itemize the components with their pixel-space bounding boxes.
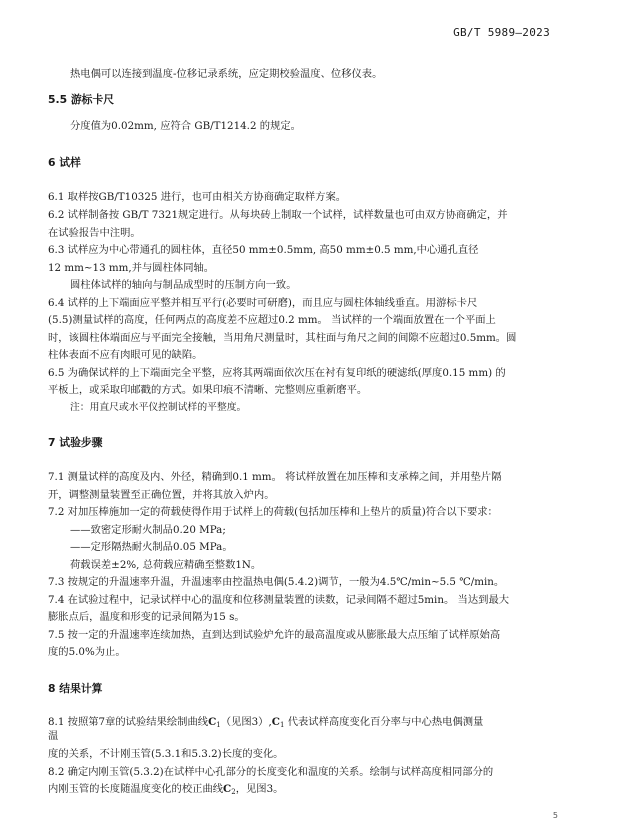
text-run: （见图3）, (220, 716, 272, 728)
text-line: 分度值为0.02mm, 应符合 GB/T1214.2 的规定。 (70, 120, 301, 132)
text-line: 热电偶可以连接到温度-位移记录系统，应定期校验温度、位移仪表。 (70, 68, 383, 80)
curve-symbol: C (208, 716, 217, 728)
text-line: 度的5.0%为止。 (48, 646, 126, 658)
note-line: 注：用直尺或水平仪控制试样的平整度。 (70, 402, 247, 413)
curve-symbol: C (271, 716, 280, 728)
section-heading-7: 7 试验步骤 (48, 436, 103, 449)
curve-subscript: 1 (279, 721, 285, 729)
clause-7-2: 7.2 对加压棒施加一定的荷载使得作用于试样上的荷载(包括加压棒和上垫片的质量)符合以下要求： (48, 506, 498, 518)
clause-7-3: 7.3 按规定的升温速率升温，升温速率由控温热电偶(5.4.2)调节，一般为4.5℃/min~5.5 ℃/min。 (48, 576, 505, 588)
text-run: 内刚玉管的长度随温度变化的校正曲线 (48, 783, 224, 795)
clause-7-4: 7.4 在试验过程中，记录试样中心的温度和位移测量装置的读数，记录间隔不超过5min。 当达到最大 (48, 594, 510, 606)
text-run: 代表试样高度变化百分率与中心热电偶测量 (284, 716, 484, 728)
section-heading-8: 8 结果计算 (48, 682, 103, 695)
text-line: 温 (48, 730, 59, 742)
curve-subscript: 2 (231, 788, 236, 796)
clause-6-5: 6.5 为确保试样的上下端面完全平整，应将其两端面依次压在衬有复印纸的硬滤纸(厚度0.15 mm) 的 (48, 367, 506, 379)
text-line: 柱体表面不应有肉眼可见的缺陷。 (48, 349, 203, 361)
clause-8-1 (48, 715, 483, 732)
text-run: ，见图3。 (235, 783, 284, 795)
text-line: 膨胀点后，温度和形变的记录间隔为15 s。 (48, 611, 245, 623)
text-line: 在试验报告中注明。 (48, 227, 141, 239)
text-line: 开，调整测量装置至正确位置，并将其放入炉内。 (48, 489, 275, 501)
text-line: (5.5)测量试样的高度，任何两点的高度差不应超过0.2 mm。 当试样的一个端面放置在一个平面上 (48, 314, 496, 326)
list-item: ——致密定形耐火制品0.20 MPa; (70, 524, 226, 536)
clause-6-1: 6.1 取样按GB/T10325 进行，也可由相关方协商确定取样方案。 (48, 191, 347, 203)
text-line: 12 mm~13 mm,并与圆柱体同轴。 (48, 262, 215, 274)
text-line: 荷载误差±2%, 总荷载应精确至整数1N。 (70, 559, 262, 571)
text-run: 8.1 按照第7章的试验结果绘制曲线 (48, 716, 209, 728)
curve-subscript: 1 (216, 721, 221, 729)
text-line (48, 782, 283, 799)
curve-symbol: C (223, 783, 232, 795)
section-heading-5-5: 5.5 游标卡尺 (48, 93, 115, 106)
clause-6-4: 6.4 试样的上下端面应平整并相互平行(必要时可研磨)，而且应与圆柱体轴线垂直。用游标卡尺 (48, 297, 478, 309)
clause-6-3: 6.3 试样应为中心带通孔的圆柱体，直径50 mm±0.5mm, 高50 mm±0.5 mm,中心通孔直径 (48, 244, 479, 256)
clause-8-2: 8.2 确定内刚玉管(5.3.2)在试样中心孔部分的长度变化和温度的关系。绘制与试样高度相同部分的 (48, 766, 494, 778)
text-line: 平板上，或采取印邮戳的方式。如果印痕不清晰、完整则应重新磨平。 (48, 384, 368, 396)
list-item: ——定形隔热耐火制品0.05 MPa。 (70, 541, 233, 553)
clause-6-2: 6.2 试样制备按 GB/T 7321规定进行。从每块砖上制取一个试样，试样数量也可由双方协商确定，并 (48, 209, 508, 221)
text-line: 度的关系，不计刚玉管(5.3.1和5.3.2)长度的变化。 (48, 748, 284, 760)
text-line: 时，该圆柱体端面应与平面完全接触，当用角尺测量时，其柱面与角尺之间的间隙不应超过0.5mm。圆 (48, 332, 517, 344)
page-number: 5 (552, 811, 558, 820)
standard-code: GB/T 5989—2023 (453, 26, 550, 39)
clause-7-1: 7.1 测量试样的高度及内、外径，精确到0.1 mm。 将试样放置在加压棒和支承棒之间，并用垫片隔 (48, 471, 502, 483)
text-line: 圆柱体试样的轴向与制品成型时的压制方向一致。 (70, 279, 297, 291)
section-heading-6: 6 试样 (48, 156, 81, 169)
clause-7-5: 7.5 按一定的升温速率连续加热，直到达到试验炉允许的最高温度或从膨胀最大点压缩了试样原始高 (48, 629, 501, 641)
